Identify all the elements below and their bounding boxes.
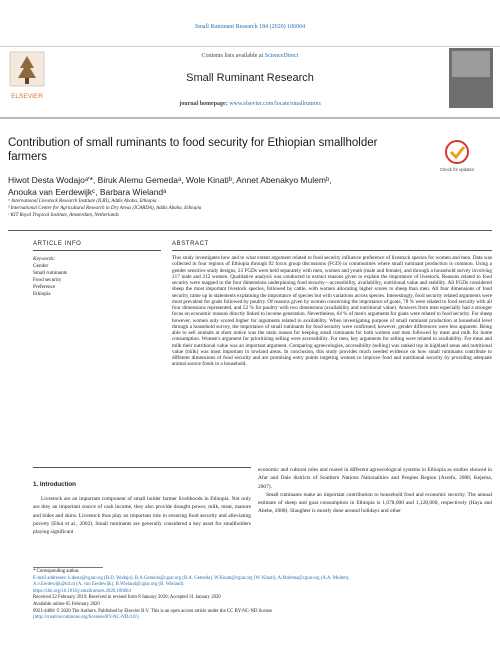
paragraph: Small ruminants make an important contribution to household food and economic security. The annual estimate of sheep and goat consumption in Ethiopia is 1,078,000 and 1,128,000, respectively (Haya and Abebe, 2008). Slaughter is mostly done around holidays and other	[258, 491, 492, 515]
homepage-link[interactable]: www.elsevier.com/locate/smallrumres	[229, 101, 321, 107]
license-link[interactable]: (http://creativecommons.org/licenses/BY-NC-ND/4.0/).	[33, 615, 140, 621]
badge-label: Check for updates	[440, 167, 474, 172]
affiliation-b: ᵇ International Center for Agricultural Research in Dry Areas (ICARDA), Addis Ababa, Ethiopia	[8, 206, 202, 211]
corresponding-author-note: * Corresponding author.	[33, 569, 80, 574]
affiliation-c: ᶜ KIT Royal Tropical Institute, Amsterdam, Netherlands	[8, 213, 119, 218]
divider	[33, 467, 251, 468]
sciencedirect-link[interactable]: ScienceDirect	[264, 53, 299, 59]
affiliation-a: ᵃ International Livestock Research Institute (ILRI), Addis Ababa, Ethiopia	[8, 199, 157, 204]
doi-link[interactable]: https://doi.org/10.1016/j.smallrumres.2020.106064	[33, 588, 131, 594]
article-title: Contribution of small ruminants to food security for Ethiopian smallholder farmers	[8, 137, 378, 163]
keyword: Preference	[33, 284, 56, 290]
paragraph: economic and cultural roles and reared in different agroecological systems in Ethiopia as studies showed in Afar and Dale districts of Southern Nations Nationalities and Peoples Region (Asrefu, 2008; Kejema, 2007).	[258, 467, 492, 490]
footnote-rule	[33, 567, 103, 568]
divider	[8, 230, 492, 231]
affiliations	[8, 198, 448, 219]
available-online: Available online 05 February 2020	[33, 601, 100, 607]
divider	[33, 250, 161, 251]
contents-line	[0, 53, 500, 59]
publisher-name: ELSEVIER	[11, 93, 43, 100]
license-note: 0921-4488/ © 2020 The Authors. Published by Elsevier B.V. This is an open access article under the CC BY-NC-ND license	[33, 608, 272, 614]
intro-column-1	[33, 495, 251, 536]
authors-line-2[interactable]: Anouka van Eerdewijkᶜ, Barbara Wielandᵃ	[8, 187, 167, 197]
email-addresses-cont[interactable]: A.v.Eerdewijk@kit.nl (A. van Eerdewijk), B.Wieland@cgiar.org (B. Wieland).	[33, 582, 185, 588]
contents-prefix: Contents lists available at	[201, 53, 265, 59]
keyword: Small ruminants	[33, 270, 68, 276]
keyword: Gender	[33, 263, 49, 269]
intro-column-2	[258, 466, 492, 516]
abstract-heading: ABSTRACT	[172, 241, 209, 247]
keyword: Food security	[33, 277, 62, 283]
journal-reference[interactable]: Small Ruminant Research 184 (2020) 106064	[194, 24, 306, 30]
keyword: Ethiopia	[33, 291, 51, 297]
authors-line-1[interactable]: Hiwot Desta Wodajoᵃ'*, Biruk Alemu Gemedaᵃ, Wole Kinatiᵇ, Annet Abenakyo Mulemᵇ,	[8, 175, 332, 185]
section-heading-introduction: 1. Introduction	[33, 481, 76, 488]
homepage-prefix: journal homepage:	[179, 101, 230, 107]
divider	[172, 250, 492, 251]
footnotes	[33, 569, 493, 622]
abstract-text: This study investigates how and to what extent argument related to food security influence preference of livestock species for women and men. Data was collected in four regions of Ethiopia through 92 focus group discussions (FGD) in communities where small ruminant production is common. Using a gender sensitive study designs, 23 FGDs were held separately with men, women and youth (male and female), and through a household survey involving 217 male and 212 women. Qualitative analysis was conducted to extract reasons given to explain the importance of livestock. Reasons related to food security were mapped to the four dimensions underpinning food security—accessibility, availability, nutritional value and stability. All FGDs considered sheep the most important livestock species, followed by cattle, with women allocating higher scores to sheep than men. All four dimensions of food security came up in statements explaining the importance of species but with variations across species. Interestingly, food security related arguments were most prevalent for goats followed by poultry. Of reasons given by women concerning the importance of goats, 78 % were related to food security with all four dimensions represented, and 52 % for poultry with two dimensions (availability and nutritional value). Answers from men especially had a stronger focus on economic reasons directly linked to income generation. Nevertheless, 64 % of men's arguments for goats were related to food security. For sheep however, women only scored higher for arguments related to availability. When investigating purpose of small ruminant production at household level through a household survey, the importance of small ruminants for food security were confirmed; however, gender differences were less apparent. Being able to sell animals at short notice was the main reason for keeping small ruminants for both women and men followed by meat and milk for home consumption. Women's argument for prioritizing selling were accessibility. For men, key arguments for selling were related to availability. For meat and milk their nutritional value was an important argument. Comparing agroecologies, accessibility (selling) was ranked top in highland areas and nutritional value (milk) was most important in lowland areas. In conclusion, this study provides much needed evidence on how small ruminants contribute to different dimensions of food security and are promising entry points targeting women to improve food and nutritional security by providing adequate animal source foods in a household.	[172, 255, 492, 368]
received-dates: Received 22 February 2019; Received in revised form 8 January 2020; Accepted 31 January 2020	[33, 595, 221, 601]
paragraph: Livestock are an important component of small holder farmer livelihoods in Ethiopia. Not only are they an important source of cash income, they also provide draught power, milk, meat, manure and hides and skins. Livestock thus play an important role in ensuring food security and alleviating poverty (Ehui et al., 2002). Small ruminants are generally considered a key asset for smallholders playing significant	[33, 496, 251, 536]
author-list	[8, 174, 428, 198]
article-info-heading: ARTICLE INFO	[33, 241, 82, 247]
keywords-label: Keywords:	[33, 256, 56, 262]
journal-name: Small Ruminant Research	[186, 72, 314, 84]
journal-cover-image	[449, 48, 493, 108]
email-addresses[interactable]: E-mail addresses: h.desta@cgiar.org (H.D. Wodajo), B.A.Gemeda@cgiar.org (B.A. Gemeda), W.Kinati@cgiar.org (W. Kinati), A.Mulema@cgiar.org (A.A. Mulem),	[33, 575, 350, 581]
journal-homepage	[0, 101, 500, 107]
keywords	[33, 256, 133, 298]
check-for-updates-badge[interactable]	[440, 138, 474, 178]
cover-photo	[452, 51, 490, 77]
